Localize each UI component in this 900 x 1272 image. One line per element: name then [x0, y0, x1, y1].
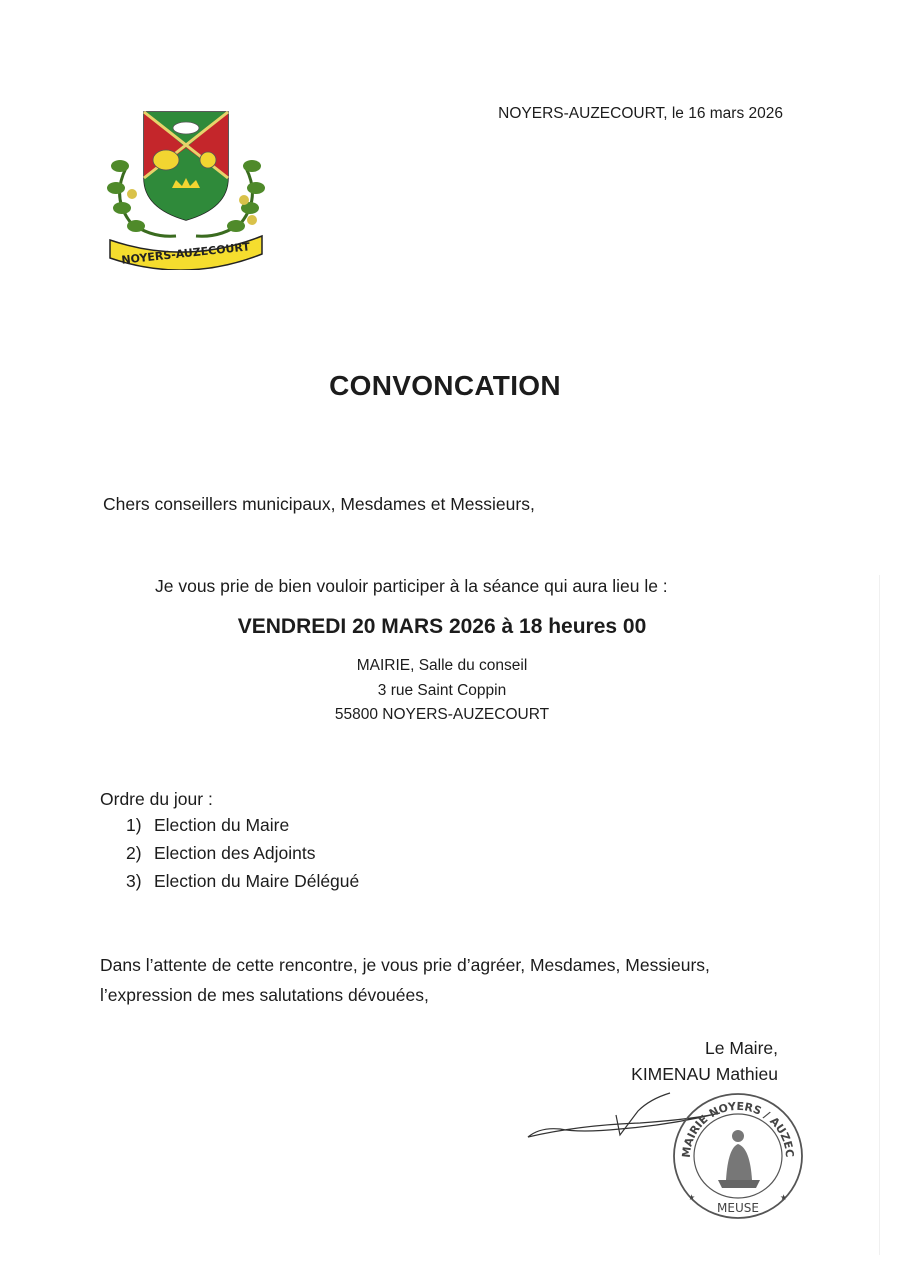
- agenda-item: [126, 843, 316, 864]
- agenda-heading: Ordre du jour :: [100, 789, 213, 809]
- meeting-date: VENDREDI 20 MARS 2026 à 18 heures 00: [237, 615, 647, 638]
- closing-line: l’expression de mes salutations dévouées,: [100, 985, 429, 1005]
- agenda-item: [126, 871, 359, 892]
- svg-text:MAIRIE NOYERS / AUZECOURT: MAIRIE NOYERS / AUZEC: [679, 1099, 797, 1159]
- agenda-item-label: Election du Maire Délégué: [154, 871, 360, 891]
- agenda-item-number: 3): [126, 871, 142, 891]
- address-line: 55800 NOYERS-AUZECOURT: [334, 706, 550, 723]
- address-line: 3 rue Saint Coppin: [377, 682, 507, 699]
- official-stamp: [668, 1088, 808, 1223]
- svg-text:★: ★: [780, 1193, 788, 1202]
- svg-text:★: ★: [688, 1193, 696, 1202]
- svg-text:NOYERS-AUZECOURT: NOYERS-AUZECOURT: [120, 240, 251, 267]
- closing-line: Dans l’attente de cette rencontre, je vous prie d’agréer, Mesdames, Messieurs,: [100, 955, 710, 975]
- agenda-item-label: Election des Adjoints: [154, 843, 316, 863]
- agenda-item-number: 1): [126, 815, 142, 835]
- coat-of-arms-logo: [106, 108, 266, 270]
- svg-text:MEUSE: MEUSE: [717, 1201, 759, 1215]
- greeting: Chers conseillers municipaux, Mesdames et Messieurs,: [103, 494, 535, 514]
- document-title: CONVONCATION: [329, 370, 561, 401]
- signatory-title: Le Maire,: [705, 1038, 778, 1058]
- agenda-item-label: Election du Maire: [154, 815, 290, 835]
- document-date: NOYERS-AUZECOURT, le 16 mars 2026: [498, 105, 783, 122]
- address-line: MAIRIE, Salle du conseil: [356, 657, 528, 674]
- signatory-name: KIMENAU Mathieu: [631, 1064, 778, 1084]
- scan-margin-line: [879, 575, 880, 1255]
- invitation-text: Je vous prie de bien vouloir participer à la séance qui aura lieu le :: [155, 576, 668, 596]
- agenda-item-number: 2): [126, 843, 142, 863]
- agenda-item: [126, 815, 289, 836]
